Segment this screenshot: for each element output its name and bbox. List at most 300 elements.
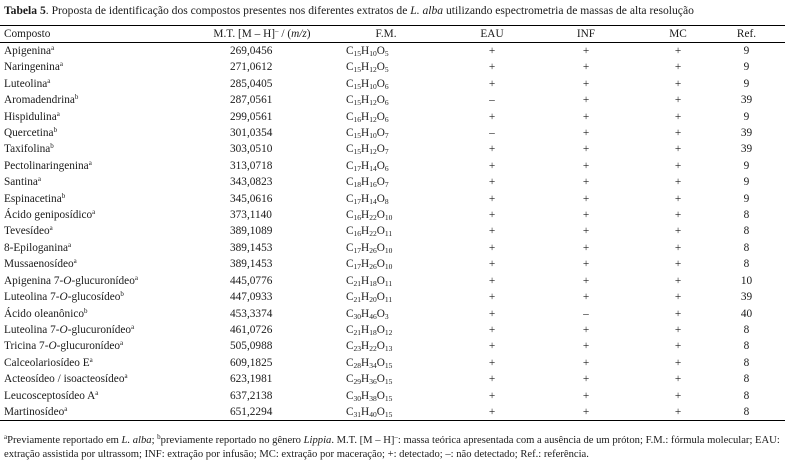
reference-number: 9 bbox=[743, 77, 750, 90]
table-row bbox=[0, 207, 785, 223]
formula-count: 16 bbox=[353, 114, 362, 124]
footnote-text-4: . M.T. [M – H] bbox=[331, 435, 395, 446]
theoretical-mass: 651,2294 bbox=[230, 405, 273, 418]
formula-count: 10 bbox=[369, 81, 377, 91]
inf-detection: + bbox=[582, 127, 590, 140]
compound-footnote-mark: a bbox=[120, 339, 124, 348]
molecular-formula bbox=[332, 76, 440, 92]
formula-count: 17 bbox=[353, 245, 362, 255]
formula-element: O bbox=[376, 110, 385, 123]
formula-element: H bbox=[361, 176, 370, 189]
theoretical-mass: 303,0510 bbox=[230, 143, 273, 156]
table-row bbox=[0, 371, 785, 387]
inf-detection: + bbox=[582, 258, 590, 271]
compound-name-italic: O bbox=[48, 340, 57, 353]
reference-number: 40 bbox=[740, 307, 753, 320]
compound-name: Tricina 7- bbox=[4, 340, 49, 353]
formula-element: O bbox=[376, 291, 385, 304]
header-composto: Composto bbox=[4, 28, 51, 40]
table-row bbox=[0, 174, 785, 190]
formula-element: H bbox=[361, 405, 370, 418]
compound-name-cell bbox=[0, 240, 192, 256]
compound-name: Martinosídeo bbox=[4, 405, 65, 418]
compound-footnote-mark: a bbox=[47, 76, 51, 85]
formula-count: 22 bbox=[369, 229, 377, 239]
compound-footnote-mark: a bbox=[95, 388, 99, 397]
mc-detection: + bbox=[674, 127, 682, 140]
molecular-formula bbox=[332, 223, 440, 239]
formula-count: 21 bbox=[353, 278, 362, 288]
formula-element: H bbox=[361, 61, 370, 74]
formula-element: H bbox=[361, 389, 370, 402]
molecular-formula bbox=[332, 338, 440, 354]
table-row bbox=[0, 76, 785, 92]
formula-count: 26 bbox=[369, 262, 377, 272]
theoretical-mass: 447,0933 bbox=[230, 291, 273, 304]
header-inf: INF bbox=[576, 28, 596, 40]
compound-name-cell bbox=[0, 306, 192, 322]
compound-footnote-mark: a bbox=[37, 175, 41, 184]
formula-count: 22 bbox=[369, 213, 377, 223]
table-caption bbox=[4, 4, 784, 17]
formula-count: 12 bbox=[369, 114, 377, 124]
formula-count: 6 bbox=[384, 98, 389, 108]
reference-number: 8 bbox=[743, 225, 750, 238]
theoretical-mass: 623,1981 bbox=[230, 373, 273, 386]
inf-detection: + bbox=[582, 389, 590, 402]
inf-detection: + bbox=[582, 340, 590, 353]
formula-element: H bbox=[361, 192, 370, 205]
inf-detection: + bbox=[582, 323, 590, 336]
formula-count: 14 bbox=[369, 163, 377, 173]
formula-element: O bbox=[376, 209, 385, 222]
formula-count: 7 bbox=[384, 131, 389, 141]
theoretical-mass: 461,0726 bbox=[230, 323, 273, 336]
mc-detection: + bbox=[674, 241, 682, 254]
inf-detection: + bbox=[582, 192, 590, 205]
footnote-minus: – bbox=[394, 433, 398, 441]
inf-detection: + bbox=[582, 274, 590, 287]
inf-detection: + bbox=[582, 209, 590, 222]
mc-detection: + bbox=[674, 340, 682, 353]
formula-element: C bbox=[346, 307, 354, 320]
compound-name-cell bbox=[0, 322, 192, 338]
molecular-formula bbox=[332, 306, 440, 322]
compound-footnote-mark: a bbox=[124, 372, 128, 381]
formula-count: 10 bbox=[384, 213, 393, 223]
formula-count: 15 bbox=[384, 377, 393, 387]
formula-count: 21 bbox=[353, 295, 362, 305]
compound-name-cell bbox=[0, 404, 192, 421]
caption-text-end: utilizando espectrometria de massas de alta resolução bbox=[443, 4, 694, 17]
formula-element: H bbox=[361, 225, 370, 238]
mc-detection: + bbox=[674, 225, 682, 238]
compound-footnote-mark: a bbox=[64, 404, 68, 413]
compound-name-cell bbox=[0, 223, 192, 239]
mc-detection: + bbox=[674, 176, 682, 189]
caption-species: L. alba bbox=[410, 4, 444, 17]
mc-detection: + bbox=[674, 274, 682, 287]
compound-table-container bbox=[0, 25, 785, 421]
formula-count: 18 bbox=[353, 180, 362, 190]
formula-count: 10 bbox=[369, 131, 377, 141]
compound-footnote-mark: b bbox=[50, 142, 54, 151]
formula-count: 11 bbox=[384, 295, 393, 305]
reference-number: 8 bbox=[743, 389, 750, 402]
formula-count: 10 bbox=[384, 245, 393, 255]
compound-footnote-mark: a bbox=[134, 273, 138, 282]
formula-count: 20 bbox=[369, 295, 377, 305]
inf-detection: + bbox=[582, 176, 590, 189]
mc-detection: + bbox=[674, 143, 682, 156]
compound-name: Taxifolina bbox=[4, 143, 51, 156]
eau-detection: + bbox=[488, 192, 496, 205]
eau-detection: + bbox=[488, 356, 496, 369]
inf-detection: + bbox=[582, 143, 590, 156]
table-row bbox=[0, 125, 785, 141]
mc-detection: + bbox=[674, 323, 682, 336]
formula-element: C bbox=[346, 143, 354, 156]
molecular-formula bbox=[332, 174, 440, 190]
formula-count: 17 bbox=[353, 262, 362, 272]
formula-element: C bbox=[346, 77, 354, 90]
eau-detection: + bbox=[488, 405, 496, 418]
compound-name-cell bbox=[0, 371, 192, 387]
header-mt-sep: / ( bbox=[278, 28, 292, 40]
theoretical-mass: 505,0988 bbox=[230, 340, 273, 353]
formula-count: 18 bbox=[369, 327, 377, 337]
compound-name-cell bbox=[0, 125, 192, 141]
formula-element: H bbox=[361, 291, 370, 304]
formula-element: C bbox=[346, 61, 354, 74]
formula-count: 13 bbox=[384, 344, 393, 354]
formula-element: C bbox=[346, 323, 354, 336]
table-row bbox=[0, 256, 785, 272]
eau-detection: + bbox=[488, 274, 496, 287]
table-row bbox=[0, 43, 785, 60]
molecular-formula bbox=[332, 59, 440, 75]
header-mt bbox=[192, 26, 332, 43]
theoretical-mass: 389,1089 bbox=[230, 225, 273, 238]
molecular-formula bbox=[332, 191, 440, 207]
formula-count: 34 bbox=[369, 360, 377, 370]
formula-element: H bbox=[361, 307, 370, 320]
reference-number: 9 bbox=[743, 192, 750, 205]
compound-name-cell bbox=[0, 355, 192, 371]
table-row bbox=[0, 338, 785, 354]
table-footnote bbox=[4, 434, 782, 461]
reference-number: 8 bbox=[743, 209, 750, 222]
formula-element: O bbox=[376, 389, 385, 402]
header-mt-label: M.T. [M – H] bbox=[213, 28, 276, 40]
formula-element: H bbox=[361, 143, 370, 156]
formula-count: 12 bbox=[369, 65, 377, 75]
table-row bbox=[0, 223, 785, 239]
formula-element: C bbox=[346, 389, 354, 402]
table-row bbox=[0, 141, 785, 157]
mc-detection: + bbox=[674, 373, 682, 386]
formula-element: C bbox=[346, 274, 354, 287]
molecular-formula bbox=[332, 141, 440, 157]
compound-name: 8-Epiloganina bbox=[4, 241, 68, 254]
table-row bbox=[0, 322, 785, 338]
formula-count: 15 bbox=[384, 360, 393, 370]
mc-detection: + bbox=[674, 209, 682, 222]
compound-name: Santina bbox=[4, 176, 38, 189]
eau-detection: + bbox=[488, 143, 496, 156]
compound-footnote-mark: a bbox=[131, 322, 135, 331]
formula-element: C bbox=[346, 225, 354, 238]
formula-count: 28 bbox=[353, 360, 362, 370]
formula-element: O bbox=[376, 307, 385, 320]
formula-count: 40 bbox=[369, 409, 377, 419]
compound-name-cell bbox=[0, 158, 192, 174]
inf-detection: + bbox=[582, 225, 590, 238]
formula-element: O bbox=[376, 61, 385, 74]
formula-count: 30 bbox=[353, 393, 362, 403]
compound-footnote-mark: a bbox=[89, 355, 93, 364]
table-row bbox=[0, 240, 785, 256]
compound-footnote-mark: b bbox=[84, 306, 88, 315]
compound-name-cell bbox=[0, 141, 192, 157]
compound-name-italic: O bbox=[63, 274, 72, 287]
molecular-formula bbox=[332, 273, 440, 289]
compound-name: Quercetina bbox=[4, 127, 54, 140]
reference-number: 8 bbox=[743, 241, 750, 254]
formula-element: C bbox=[346, 258, 354, 271]
compound-footnote-mark: a bbox=[51, 44, 55, 52]
theoretical-mass: 445,0776 bbox=[230, 274, 273, 287]
header-fm: F.M. bbox=[375, 28, 397, 40]
formula-count: 38 bbox=[369, 393, 377, 403]
formula-count: 15 bbox=[353, 65, 362, 75]
inf-detection: + bbox=[582, 373, 590, 386]
formula-count: 5 bbox=[384, 65, 389, 75]
compound-footnote-mark: a bbox=[88, 158, 92, 167]
inf-detection: + bbox=[582, 405, 590, 418]
reference-number: 8 bbox=[743, 373, 750, 386]
compound-name-cell bbox=[0, 76, 192, 92]
theoretical-mass: 299,0561 bbox=[230, 110, 273, 123]
formula-count: 16 bbox=[353, 213, 362, 223]
formula-element: H bbox=[361, 373, 370, 386]
mc-detection: + bbox=[674, 94, 682, 107]
eau-detection: + bbox=[488, 241, 496, 254]
formula-count: 16 bbox=[369, 180, 377, 190]
footnote-text-2: ; bbox=[151, 435, 158, 446]
footnote-species: L. alba bbox=[121, 435, 152, 446]
theoretical-mass: 285,0405 bbox=[230, 77, 273, 90]
molecular-formula bbox=[332, 158, 440, 174]
formula-element: O bbox=[376, 127, 385, 140]
formula-element: C bbox=[346, 340, 354, 353]
compound-name: Tevesídeo bbox=[4, 225, 50, 238]
formula-count: 15 bbox=[353, 131, 362, 141]
mc-detection: + bbox=[674, 45, 682, 57]
formula-count: 10 bbox=[384, 262, 393, 272]
formula-element: H bbox=[361, 274, 370, 287]
formula-count: 17 bbox=[353, 196, 362, 206]
theoretical-mass: 609,1825 bbox=[230, 356, 273, 369]
molecular-formula bbox=[332, 43, 440, 60]
formula-element: C bbox=[346, 209, 354, 222]
theoretical-mass: 287,0561 bbox=[230, 94, 273, 107]
formula-element: H bbox=[361, 356, 370, 369]
compound-name-cell bbox=[0, 289, 192, 305]
compound-name-cell bbox=[0, 109, 192, 125]
compound-footnote-mark: b bbox=[61, 191, 66, 200]
mc-detection: + bbox=[674, 61, 682, 74]
molecular-formula bbox=[332, 207, 440, 223]
formula-element: C bbox=[346, 241, 354, 254]
formula-count: 11 bbox=[384, 229, 393, 239]
header-eau: EAU bbox=[480, 28, 504, 40]
mc-detection: + bbox=[674, 356, 682, 369]
inf-detection: + bbox=[582, 61, 590, 74]
table-row bbox=[0, 306, 785, 322]
caption-label: Tabela 5 bbox=[4, 4, 46, 17]
mc-detection: + bbox=[674, 159, 682, 172]
molecular-formula bbox=[332, 371, 440, 387]
compound-name: Calceolariosídeo E bbox=[4, 356, 90, 369]
inf-detection: + bbox=[582, 45, 590, 57]
compound-footnote-mark: b bbox=[120, 290, 124, 299]
formula-count: 26 bbox=[369, 245, 377, 255]
formula-element: C bbox=[346, 192, 354, 205]
eau-detection: + bbox=[488, 389, 496, 402]
formula-element: O bbox=[376, 258, 385, 271]
compound-name-cell bbox=[0, 191, 192, 207]
molecular-formula bbox=[332, 388, 440, 404]
compound-name: Luteolina 7- bbox=[4, 323, 60, 336]
eau-detection: + bbox=[488, 291, 496, 304]
formula-count: 16 bbox=[353, 229, 362, 239]
formula-element: O bbox=[376, 274, 385, 287]
molecular-formula bbox=[332, 355, 440, 371]
table-row bbox=[0, 404, 785, 421]
formula-count: 12 bbox=[369, 98, 377, 108]
reference-number: 8 bbox=[743, 340, 750, 353]
formula-element: C bbox=[346, 291, 354, 304]
reference-number: 39 bbox=[740, 291, 753, 304]
header-mc: MC bbox=[669, 28, 687, 40]
reference-number: 9 bbox=[743, 176, 750, 189]
compound-footnote-mark: b bbox=[53, 126, 58, 135]
formula-element: H bbox=[361, 45, 370, 57]
formula-count: 21 bbox=[353, 327, 362, 337]
inf-detection: + bbox=[582, 94, 590, 107]
formula-count: 15 bbox=[353, 98, 362, 108]
table-row bbox=[0, 92, 785, 108]
formula-count: 6 bbox=[384, 81, 389, 91]
compound-name: Hispidulina bbox=[4, 110, 57, 123]
formula-element: O bbox=[376, 159, 385, 172]
mc-detection: + bbox=[674, 110, 682, 123]
molecular-formula bbox=[332, 289, 440, 305]
reference-number: 9 bbox=[743, 61, 750, 74]
compound-name: Aromadendrina bbox=[4, 94, 75, 107]
compound-name-cell bbox=[0, 43, 192, 60]
eau-detection: – bbox=[489, 94, 495, 107]
formula-count: 15 bbox=[384, 393, 393, 403]
eau-detection: + bbox=[488, 307, 496, 320]
formula-element: O bbox=[376, 356, 385, 369]
formula-element: C bbox=[346, 373, 354, 386]
footnote-text-3: previamente reportado no gênero bbox=[160, 435, 304, 446]
formula-element: O bbox=[376, 45, 385, 57]
compound-footnote-mark: a bbox=[68, 240, 72, 249]
inf-detection: – bbox=[583, 307, 589, 320]
reference-number: 39 bbox=[740, 94, 753, 107]
compound-table bbox=[0, 25, 785, 421]
formula-count: 7 bbox=[384, 180, 389, 190]
eau-detection: + bbox=[488, 77, 496, 90]
eau-detection: + bbox=[488, 110, 496, 123]
reference-number: 9 bbox=[743, 110, 750, 123]
compound-name: Naringenina bbox=[4, 61, 60, 74]
formula-count: 31 bbox=[353, 409, 362, 419]
formula-element: H bbox=[361, 258, 370, 271]
compound-name-cell bbox=[0, 338, 192, 354]
formula-count: 6 bbox=[384, 163, 389, 173]
mc-detection: + bbox=[674, 291, 682, 304]
molecular-formula bbox=[332, 322, 440, 338]
theoretical-mass: 301,0354 bbox=[230, 127, 273, 140]
formula-element: H bbox=[361, 159, 370, 172]
formula-count: 15 bbox=[353, 49, 362, 58]
reference-number: 8 bbox=[743, 323, 750, 336]
footnote-mark-a: a bbox=[4, 433, 8, 441]
reference-number: 10 bbox=[740, 274, 753, 287]
reference-number: 8 bbox=[743, 258, 750, 271]
molecular-formula bbox=[332, 125, 440, 141]
formula-element: O bbox=[376, 94, 385, 107]
footnote-mark-b: b bbox=[157, 433, 161, 441]
reference-number: 8 bbox=[743, 356, 750, 369]
compound-name: Leucosceptosídeo A bbox=[4, 389, 96, 402]
table-row bbox=[0, 191, 785, 207]
table-row bbox=[0, 355, 785, 371]
inf-detection: + bbox=[582, 291, 590, 304]
formula-count: 15 bbox=[353, 81, 362, 91]
compound-footnote-mark: a bbox=[49, 224, 53, 233]
compound-name-cell bbox=[0, 388, 192, 404]
molecular-formula bbox=[332, 92, 440, 108]
formula-count: 23 bbox=[353, 344, 362, 354]
formula-element: C bbox=[346, 356, 354, 369]
formula-element: C bbox=[346, 405, 354, 418]
compound-name: Luteolina 7- bbox=[4, 291, 60, 304]
theoretical-mass: 269,0456 bbox=[230, 45, 273, 57]
formula-element: O bbox=[376, 192, 385, 205]
eau-detection: + bbox=[488, 176, 496, 189]
compound-name-suffix: -glucuronídeo bbox=[56, 340, 121, 353]
compound-name-italic: O bbox=[59, 323, 68, 336]
header-mt-unit: m/z bbox=[291, 28, 307, 40]
compound-name: Acteosídeo / isoacteosídeo bbox=[4, 373, 125, 386]
formula-count: 17 bbox=[353, 163, 362, 173]
mc-detection: + bbox=[674, 405, 682, 418]
reference-number: 9 bbox=[743, 45, 750, 57]
inf-detection: + bbox=[582, 77, 590, 90]
formula-count: 6 bbox=[384, 114, 389, 124]
header-mt-close: ) bbox=[306, 28, 311, 40]
inf-detection: + bbox=[582, 356, 590, 369]
formula-element: C bbox=[346, 127, 354, 140]
formula-count: 7 bbox=[384, 147, 389, 157]
formula-count: 30 bbox=[353, 311, 362, 321]
eau-detection: + bbox=[488, 225, 496, 238]
